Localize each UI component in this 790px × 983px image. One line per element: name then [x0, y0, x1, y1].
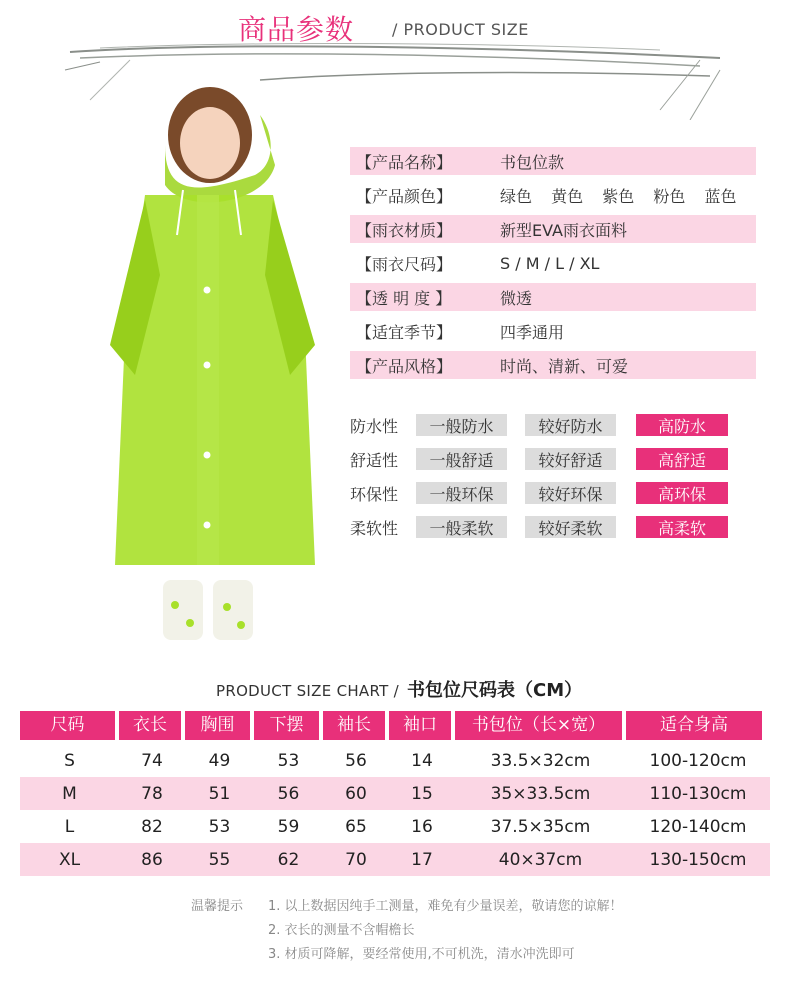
table-cell: 14	[411, 750, 433, 771]
color-option: 蓝色	[704, 186, 737, 206]
column-header: 尺码	[20, 711, 115, 740]
rating-high: 高环保	[636, 482, 728, 504]
rating-high: 高防水	[636, 414, 728, 436]
table-cell: L	[64, 816, 75, 837]
table-cell: 53	[208, 816, 231, 837]
table-cell: 130-150cm	[649, 849, 747, 870]
info-label: 【雨衣材质】	[356, 220, 453, 240]
page-subtitle: / PRODUCT SIZE	[392, 20, 529, 39]
note-item: 1. 以上数据因纯手工测量，难免有少量误差，敬请您的谅解！	[268, 899, 623, 914]
color-option: 粉色	[653, 186, 686, 206]
table-cell: 74	[141, 750, 163, 771]
table-cell: 49	[208, 750, 231, 771]
info-value: 微透	[500, 288, 533, 308]
info-label: 【产品颜色】	[356, 186, 453, 206]
table-cell: 65	[345, 816, 367, 837]
table-cell: 62	[277, 849, 300, 870]
info-row-material	[350, 215, 756, 243]
rating-row-softness	[350, 516, 728, 538]
info-value: 四季通用	[500, 322, 565, 342]
note-item: 2. 衣长的测量不含帽檐长	[268, 923, 415, 938]
rating-high: 高舒适	[636, 448, 728, 470]
page-title: 商品参数	[238, 13, 355, 46]
info-row-name	[350, 147, 756, 175]
size-chart-heading	[216, 676, 582, 702]
table-row	[20, 744, 770, 777]
rating-mid: 较好防水	[525, 414, 616, 436]
rating-low: 一般环保	[416, 482, 507, 504]
table-cell: 100-120cm	[649, 750, 747, 771]
table-cell: 120-140cm	[649, 816, 747, 837]
rating-low: 一般防水	[416, 414, 507, 436]
notes-label: 温馨提示	[191, 899, 244, 914]
size-chart-heading-zh: 书包位尺码表（CM）	[407, 680, 583, 701]
table-cell: 78	[141, 783, 163, 804]
table-cell: 55	[208, 849, 231, 870]
info-label: 【透 明 度 】	[356, 288, 452, 308]
table-cell: 33.5×32cm	[490, 750, 591, 771]
table-cell: 86	[141, 849, 163, 870]
table-cell: 51	[208, 783, 231, 804]
table-cell: XL	[58, 849, 81, 870]
table-cell: 82	[141, 816, 163, 837]
rating-row-comfort	[350, 448, 728, 470]
column-header: 衣长	[119, 711, 181, 740]
info-row-style	[350, 351, 756, 379]
info-value: 新型EVA雨衣面料	[500, 220, 627, 240]
rating-mid: 较好舒适	[525, 448, 616, 470]
info-row-sizes	[350, 249, 756, 277]
column-header: 袖口	[389, 711, 451, 740]
rating-low: 一般舒适	[416, 448, 507, 470]
rating-mid: 较好环保	[525, 482, 616, 504]
rating-label: 柔软性	[350, 518, 399, 538]
rating-label: 环保性	[350, 484, 399, 504]
table-cell: M	[62, 783, 77, 804]
size-table	[20, 711, 770, 876]
info-label: 【雨衣尺码】	[356, 254, 453, 274]
table-cell: 110-130cm	[649, 783, 747, 804]
info-value: 书包位款	[500, 152, 565, 172]
table-cell: 56	[345, 750, 367, 771]
table-cell: S	[64, 750, 75, 771]
rating-label: 舒适性	[350, 450, 399, 470]
table-row	[20, 810, 770, 843]
table-cell: 59	[277, 816, 300, 837]
table-cell: 37.5×35cm	[490, 816, 591, 837]
table-header-row	[20, 711, 770, 740]
rating-row-eco	[350, 482, 728, 504]
info-value: 时尚、清新、可爱	[500, 356, 629, 376]
rating-label: 防水性	[350, 416, 399, 436]
table-row	[20, 777, 770, 810]
info-label: 【产品名称】	[356, 152, 453, 172]
info-label: 【适宜季节】	[356, 322, 453, 342]
column-header: 适合身高	[626, 711, 762, 740]
info-value: S / M / L / XL	[500, 253, 600, 273]
size-chart-heading-en: PRODUCT SIZE CHART /	[216, 682, 400, 700]
note-item: 3. 材质可降解，要经常使用,不可机洗，清水冲洗即可	[268, 947, 575, 962]
rating-mid: 较好柔软	[525, 516, 616, 538]
table-cell: 56	[277, 783, 300, 804]
table-cell: 16	[411, 816, 433, 837]
column-header: 胸围	[185, 711, 250, 740]
column-header: 袖长	[323, 711, 385, 740]
info-row-season	[350, 317, 756, 345]
child-raincoat-photo	[95, 75, 335, 655]
table-cell: 53	[277, 750, 300, 771]
column-header: 下摆	[254, 711, 319, 740]
info-row-colors	[350, 181, 756, 209]
info-label: 【产品风格】	[356, 356, 453, 376]
table-cell: 15	[411, 783, 433, 804]
table-cell: 60	[345, 783, 367, 804]
table-cell: 35×33.5cm	[490, 783, 591, 804]
info-row-transparency	[350, 283, 756, 311]
color-option: 绿色	[500, 186, 533, 206]
table-cell: 40×37cm	[498, 849, 583, 870]
rating-high: 高柔软	[636, 516, 728, 538]
color-option: 紫色	[602, 186, 635, 206]
table-cell: 70	[345, 849, 367, 870]
table-cell: 17	[411, 849, 433, 870]
column-header: 书包位（长×宽）	[455, 711, 622, 740]
table-row	[20, 843, 770, 876]
rating-low: 一般柔软	[416, 516, 507, 538]
info-value-colors	[500, 184, 750, 207]
rating-row-waterproof	[350, 414, 728, 436]
color-option: 黄色	[551, 186, 584, 206]
